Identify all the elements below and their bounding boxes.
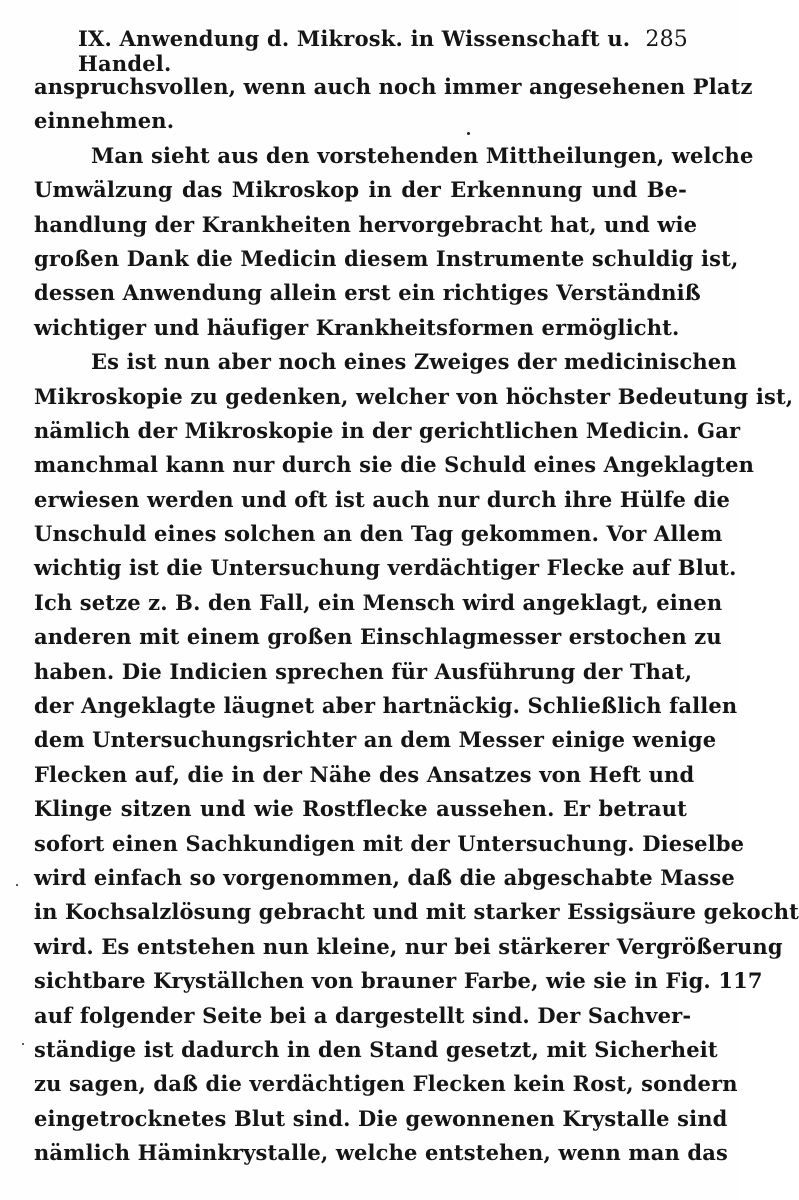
text-line: anderen mit einem großen Einschlagmesser erstochen zu — [34, 624, 722, 650]
text-line: wichtig ist die Untersuchung verdächtiger Flecke auf Blut. — [34, 555, 737, 581]
text-line: Unschuld eines solchen an den Tag gekommen. Vor Allem — [34, 521, 723, 547]
text-line: einnehmen. — [34, 108, 175, 134]
print-speck — [16, 884, 18, 886]
text-line: Klinge sitzen und wie Rostflecke aussehen. Er betraut — [34, 796, 687, 822]
text-line: dem Untersuchungsrichter an dem Messer einige wenige — [34, 727, 717, 753]
text-line: handlung der Krankheiten hervorgebracht hat, und wie — [34, 211, 698, 237]
text-line: nämlich Häminkrystalle, welche entstehen, wenn man das — [34, 1140, 728, 1166]
text-line: haben. Die Indicien sprechen für Ausführung der That, — [34, 658, 693, 684]
text-line: eingetrocknetes Blut sind. Die gewonnenen Krystalle sind — [34, 1105, 728, 1131]
text-line: Man sieht aus den vorstehenden Mittheilungen, welche — [91, 142, 754, 168]
text-line: auf folgender Seite bei a dargestellt sind. Der Sachver- — [34, 1002, 692, 1028]
text-line: Umwälzung das Mikroskop in der Erkennung und Be- — [34, 177, 687, 203]
text-line: Mikroskopie zu gedenken, welcher von höchster Bedeutung ist, — [34, 383, 794, 409]
text-line: Es ist nun aber noch eines Zweiges der medicinischen — [91, 349, 737, 375]
text-line: Flecken auf, die in der Nähe des Ansatzes von Heft und — [34, 761, 695, 787]
print-speck — [467, 132, 470, 135]
text-line: zu sagen, daß die verdächtigen Flecken kein Rost, sondern — [34, 1071, 738, 1097]
text-line: sichtbare Kryställchen von brauner Farbe, wie sie in Fig. 117 — [34, 968, 763, 994]
running-head-title: IX. Anwendung d. Mikrosk. in Wissenschaft u. Handel. — [78, 26, 631, 76]
text-line: Ich setze z. B. den Fall, ein Mensch wird angeklagt, einen — [34, 589, 723, 615]
text-line: wichtiger und häufiger Krankheitsformen ermöglicht. — [34, 314, 680, 340]
text-line: nämlich der Mikroskopie in der gerichtlichen Medicin. Gar — [34, 417, 741, 443]
running-head — [78, 26, 688, 76]
body-text — [34, 70, 799, 1171]
print-speck — [22, 1043, 24, 1045]
text-line: wird. Es entstehen nun kleine, nur bei stärkerer Vergrößerung — [34, 933, 783, 959]
text-line: wird einfach so vorgenommen, daß die abgeschabte Masse — [34, 864, 735, 890]
text-line: sofort einen Sachkundigen mit der Untersuchung. Dieselbe — [34, 830, 745, 856]
text-line: erwiesen werden und oft ist auch nur durch ihre Hülfe die — [34, 486, 731, 512]
text-line: manchmal kann nur durch sie die Schuld eines Angeklagten — [34, 452, 755, 478]
text-line: der Angeklagte läugnet aber hartnäckig. Schließlich fallen — [34, 693, 738, 719]
text-line: anspruchsvollen, wenn auch noch immer angesehenen Platz — [34, 74, 753, 99]
text-line: in Kochsalzlösung gebracht und mit starker Essigsäure gekocht — [34, 899, 799, 925]
text-line: ständige ist dadurch in den Stand gesetzt, mit Sicherheit — [34, 1036, 718, 1062]
text-line: dessen Anwendung allein erst ein richtiges Verständniß — [34, 280, 701, 306]
page-number: 285 — [645, 27, 688, 52]
text-line: großen Dank die Medicin diesem Instrumente schuldig ist, — [34, 245, 739, 271]
